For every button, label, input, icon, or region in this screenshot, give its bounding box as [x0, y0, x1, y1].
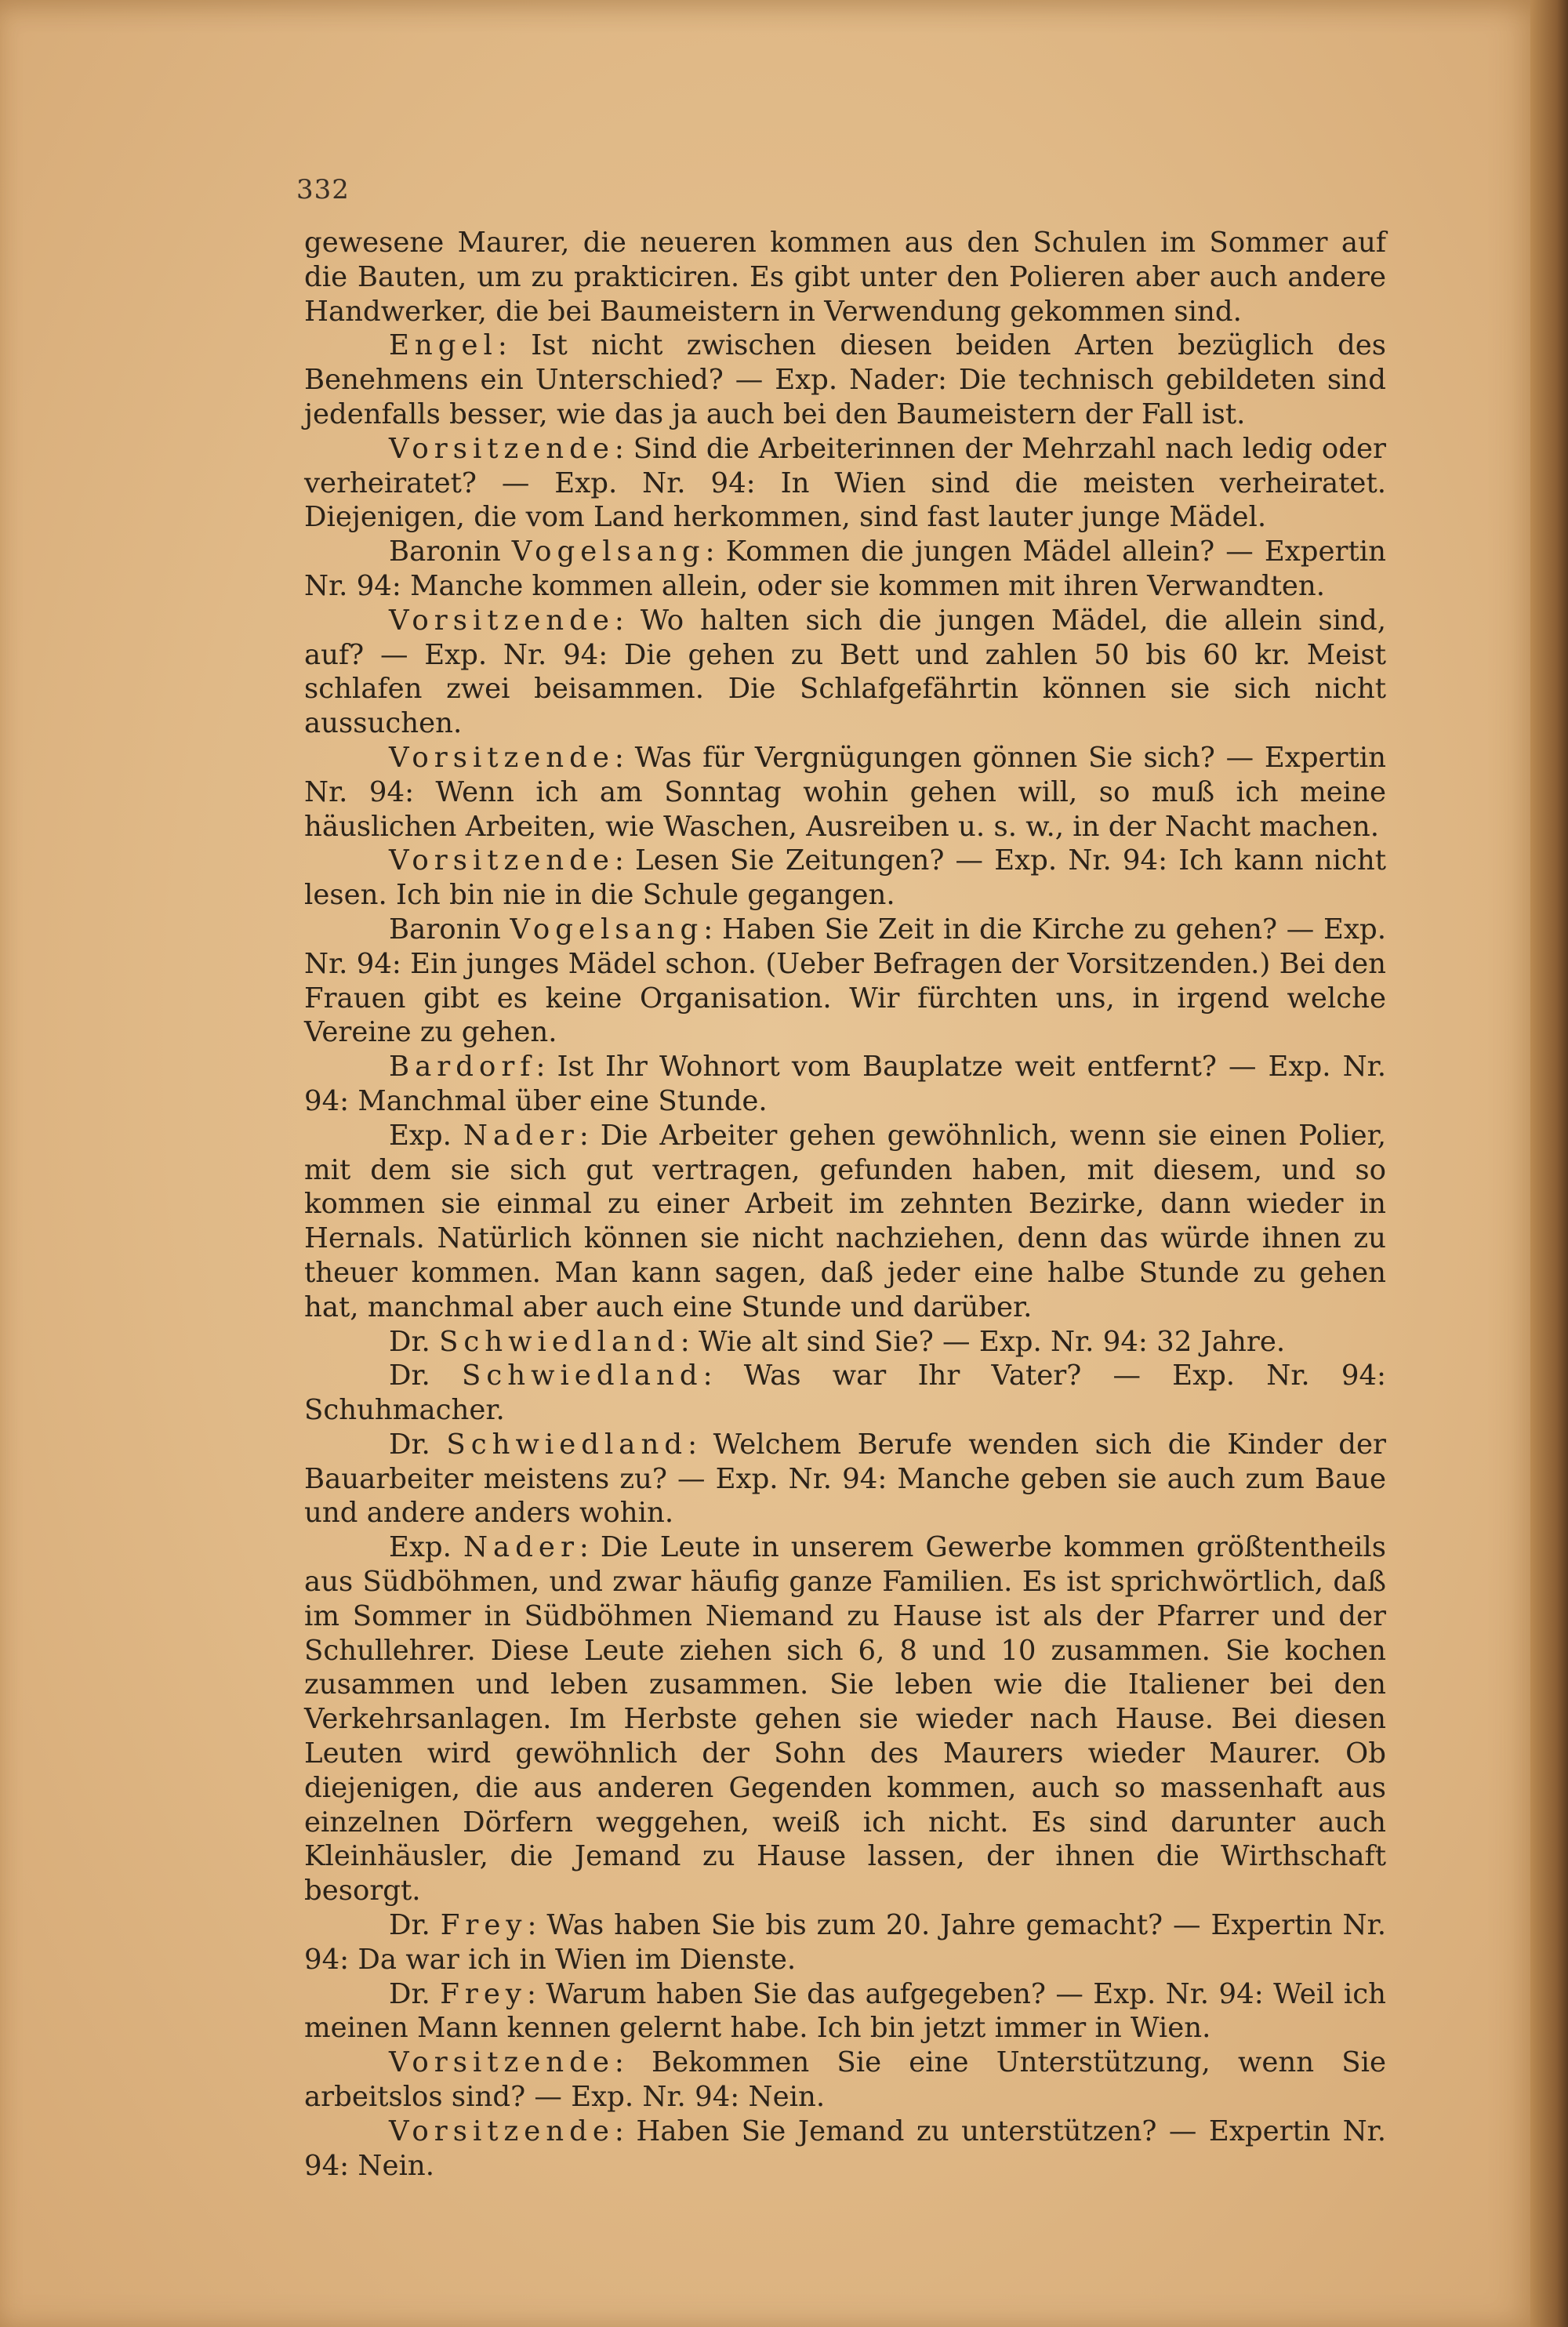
paragraph [304, 535, 1386, 604]
paragraph-text: : Bekommen Sie eine Unterstützung, wenn Sie arbeitslos sind? — Exp. Nr. 94: Nein. [304, 2046, 1386, 2114]
paragraph [304, 1359, 1386, 1428]
paragraph [304, 1325, 1386, 1360]
speaker-prefix: Baronin [389, 913, 510, 946]
paragraph [304, 329, 1386, 431]
paragraph [304, 2115, 1386, 2184]
speaker-name: Vorsitzende [389, 844, 615, 877]
paragraph-text: : Was haben Sie bis zum 20. Jahre gemacht? — Expertin Nr. 94: Da war ich in Wien im Dienste. [304, 1909, 1386, 1976]
speaker-name: Vorsitzende [389, 741, 615, 774]
paragraph [304, 432, 1386, 535]
speaker-prefix: Exp. [389, 1531, 463, 1564]
speaker-prefix: Dr. [389, 1909, 441, 1942]
book-spine-edge [1530, 0, 1568, 2327]
paragraph [304, 1050, 1386, 1119]
paragraph [304, 1530, 1386, 1908]
paragraph-text: : Haben Sie Jemand zu unterstützen? — Expertin Nr. 94: Nein. [304, 2115, 1386, 2182]
paragraph [304, 1908, 1386, 1977]
paragraph [304, 1428, 1386, 1530]
speaker-name: Schwiedland [439, 1325, 681, 1358]
paragraph-text: : Lesen Sie Zeitungen? — Exp. Nr. 94: Ich kann nicht lesen. Ich bin nie in die Schule gegangen. [304, 844, 1386, 912]
paragraph-text: : Was für Vergnügungen gönnen Sie sich? — Expertin Nr. 94: Wenn ich am Sonntag wohin gehen will, so muß ich meine häuslichen Arbeiten, wie Waschen, Ausreiben u. s. w., in der Nacht machen. [304, 741, 1386, 843]
paragraph-text: : Kommen die jungen Mädel allein? — Expertin Nr. 94: Manche kommen allein, oder sie kommen mit ihren Verwandten. [304, 535, 1386, 602]
paragraph-text: : Die Arbeiter gehen gewöhnlich, wenn sie einen Polier, mit dem sie sich gut vertragen, gefunden haben, mit diesem, und so kommen sie einmal zu einer Arbeit im zehnten Bezirke, dann wieder in Hernals. Natürlich können sie nicht nachziehen, denn das würde ihnen zu theuer kommen. Man kann sagen, daß jeder eine halbe Stunde zu gehen hat, manchmal aber auch eine Stunde und darüber. [304, 1119, 1387, 1323]
paragraph-text: : Wie alt sind Sie? — Exp. Nr. 94: 32 Jahre. [680, 1325, 1286, 1358]
paragraph [304, 1977, 1386, 2046]
paragraph [304, 226, 1386, 329]
paragraph-text: : Haben Sie Zeit in die Kirche zu gehen? — Exp. Nr. 94: Ein junges Mädel schon. (Ueber Befragen der Vorsitzenden.) Bei den Frauen gibt es keine Organisation. Wir fürchten uns, in irgend welche Vereine zu gehen. [304, 913, 1387, 1049]
paragraph-text: : Welchem Berufe wenden sich die Kinder der Bauarbeiter meistens zu? — Exp. Nr. 94: Manche geben sie auch zum Baue und andere anders wohin. [304, 1428, 1386, 1530]
paragraph-text: : Sind die Arbeiterinnen der Mehrzahl nach ledig oder verheiratet? — Exp. Nr. 94: In Wien sind die meisten verheiratet. Diejenigen, die vom Land herkommen, sind fast lauter junge Mädel. [304, 432, 1386, 534]
speaker-name: Nader [463, 1119, 579, 1152]
speaker-name: Schwiedland [446, 1428, 688, 1461]
paragraph-text: gewesene Maurer, die neueren kommen aus den Schulen im Sommer auf die Bauten, um zu prakticiren. Es gibt unter den Polieren aber auch andere Handwerker, die bei Baumeistern in Verwendung gekommen sind. [304, 227, 1386, 328]
paragraph [304, 2046, 1386, 2115]
speaker-prefix: Dr. [389, 1428, 447, 1461]
speaker-name: Vogelsang [511, 535, 706, 568]
speaker-name: Bardorf [389, 1051, 536, 1084]
paragraph [304, 1119, 1386, 1325]
paragraph-text: : Wo halten sich die jungen Mädel, die allein sind, auf? — Exp. Nr. 94: Die gehen zu Bett und zahlen 50 bis 60 kr. Meist schlafen zwei beisammen. Die Schlafgefährtin können sie sich nicht aussuchen. [304, 604, 1386, 740]
speaker-prefix: Dr. [389, 1325, 440, 1358]
speaker-name: Schwiedland [462, 1360, 703, 1392]
speaker-name: Vorsitzende [389, 2046, 615, 2079]
speaker-name: Vorsitzende [389, 2115, 615, 2147]
speaker-name: Vogelsang [510, 913, 704, 946]
speaker-name: Vorsitzende [389, 604, 615, 637]
paragraph-text: : Die Leute in unserem Gewerbe kommen größtentheils aus Südböhmen, und zwar häufig ganze Familien. Es ist sprichwörtlich, daß im Sommer in Südböhmen Niemand zu Hause ist als der Pfarrer und der Schullehrer. Diese Leute ziehen sich 6, 8 und 10 zusammen. Sie kochen zusammen und leben zusammen. Sie leben wie die Italiener bei den Verkehrsanlagen. Im Herbste gehen sie wieder nach Hause. Bei diesen Leuten wird gewöhnlich der Sohn des Maurers wieder Maurer. Ob diejenigen, die aus anderen Gegenden kommen, auch so massenhaft aus einzelnen Dörfern weggehen, weiß ich nicht. Es sind darunter auch Kleinhäusler, die Jemand zu Hause lassen, der ihnen die Wirthschaft besorgt. [304, 1531, 1386, 1908]
paragraph-text: : Warum haben Sie das aufgegeben? — Exp. Nr. 94: Weil ich meinen Mann kennen gelernt habe. Ich bin jetzt immer in Wien. [304, 1977, 1386, 2045]
speaker-name: Nader [463, 1531, 579, 1564]
speaker-prefix: Baronin [389, 535, 512, 568]
paragraph [304, 844, 1386, 913]
paragraph-text: : Was war Ihr Vater? — Exp. Nr. 94: Schuhmacher. [304, 1360, 1386, 1427]
paragraph-text: : Ist Ihr Wohnort vom Bauplatze weit entfernt? — Exp. Nr. 94: Manchmal über eine Stunde. [304, 1051, 1386, 1117]
speaker-name: Frey [440, 1977, 527, 2010]
speaker-prefix: Dr. [389, 1977, 441, 2010]
speaker-name: Engel [389, 329, 498, 362]
page-number: 332 [296, 174, 350, 205]
speaker-name: Vorsitzende [389, 432, 615, 465]
paragraph-text: : Ist nicht zwischen diesen beiden Arten bezüglich des Benehmens ein Unterschied? — Exp. Nader: Die technisch gebildeten sind jedenfalls besser, wie das ja auch bei den Baumeistern der Fall ist. [304, 329, 1386, 430]
speaker-prefix: Dr. [389, 1360, 462, 1392]
paragraph [304, 741, 1386, 844]
speaker-name: Frey [440, 1909, 528, 1942]
speaker-prefix: Exp. [389, 1119, 463, 1152]
paragraph [304, 913, 1386, 1050]
body-text [304, 226, 1386, 2183]
paragraph [304, 604, 1386, 741]
